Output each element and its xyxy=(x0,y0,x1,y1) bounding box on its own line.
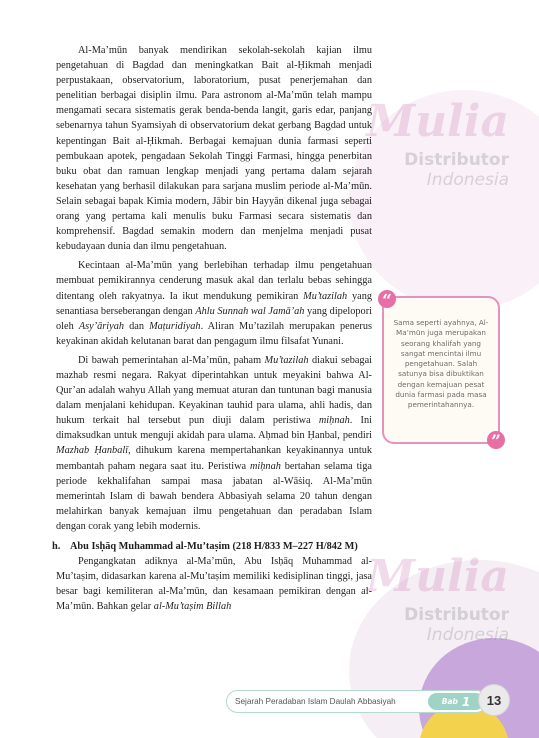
section-letter: h. xyxy=(52,541,61,552)
watermark-line2: Indonesia xyxy=(426,625,509,645)
footer-bar xyxy=(226,690,488,713)
watermark-line2: Indonesia xyxy=(426,170,509,190)
paragraph-al-mamun-science: Al-Ma’mūn banyak mendirikan sekolah-sekolah kajian ilmu pengetahuan di Bagdad dan meningkatkan Bait al-Ḥikmah menjadi perpustakaan, observatorium, laboratorium, pusat penerjemahan dan penelitian berbagai disiplin ilmu. Para astronom al-Ma’mūn telah mampu mengamati secara sistematis gerak benda-benda langit, garis edar, panjang sebenarnya tahun Syamsiyah di observatorium dekat gerbang Bagdad untuk kepentingan Bait al-Ḥikmah. Berbagai kemajuan dunia farmasi seperti pembukaan apotek, pengadaan Sekolah Tinggi Farmasi, hingga penerbitan buku obat dan ramuan lengkap menjadi yang pertama dalam sejarah kesehatan yang berhasil dilakukan para sarjana muslim periode al-Ma’mūn. Selain sebagai bapak Kimia modern, Jābir bin Hayyān dikenal juga sebagai orang yang pertama kali menulis buku Farmasi secara sistematis dan komprehensif. Bagdad semakin modern dan menjelma menjadi pusat kebudayaan dunia dan ilmu pengetahuan. xyxy=(56,45,372,253)
quote-box xyxy=(382,291,501,452)
section-title: Abu Isḥāq Muhammad al-Mu’taṣim (218 H/833 M–227 H/842 M) xyxy=(70,541,358,552)
open-quote-icon: “ xyxy=(378,290,396,308)
watermark-brand: Mulia xyxy=(366,551,509,602)
watermark-line1: Distributor xyxy=(404,150,509,170)
paragraph-mihnah: Di bawah pemerintahan al-Ma’mūn, paham Mu’tazilah diakui sebagai mazhab resmi negara. Rakyat diperintahkan untuk meyakini bahwa Al-Qur’an adalah wahyu Allah yang memuat aturan dan tuntunan bagi manusia dalam menjalani kehidupan. Keyakinan tauhid para ulama, ahli hadis, dan hukum terkait hal tersebut pun diuji dalam peristiwa miḥnah. Ini dimaksudkan untuk menguji akidah para ulama. Aḥmad bin Ḥanbal, pendiri Mazhab Ḥanbalī, dihukum karena mempertahankan keyakinannya untuk membantah paham negara saat itu. Peristiwa miḥnah bertahan selama tiga periode kekhalifahan sampai masa jabatan al-Wāṡiq. Al-Ma’mūn memerintah Islam di bawah bendera Abbasiyah selama 20 tahun dengan melahirkan banyak kemajuan ilmu pengetahuan dan peradaban Islam dengan corak yang lebih modernis. xyxy=(56,354,373,532)
paragraph-mutazilah-support: Kecintaan al-Ma’mūn yang berlebihan terhadap ilmu pengetahuan membuat pemikirannya cenderung masuk akal dan terlalu bebas sehingga ditentang oleh rakyatnya. Ia ikut mendukung pemikiran Mu’tazilah yang senantiasa berseberangan dengan Ahlu Sunnah wal Jamā’ah yang dipelopori oleh Asy’āriyah dan Maṭuridiyah. Aliran Mu’tazilah merupakan penerus keyakinan akidah kelutanan barat dan pengagum ilmu filsafat Yunani. xyxy=(56,260,372,347)
footer-book-title: Sejarah Peradaban Islam Daulah Abbasiyah xyxy=(235,697,396,706)
chapter-badge xyxy=(428,693,484,710)
chapter-number: 1 xyxy=(461,694,471,709)
watermark-line1: Distributor xyxy=(404,605,509,625)
page-number-badge xyxy=(478,684,510,716)
page-number: 13 xyxy=(486,692,502,708)
paragraph-al-mutasim: Pengangkatan adiknya al-Ma’mūn, Abu Isḥāq Muhammad al-Mu’taṣim, didasarkan karena al-Mu’taṣim memiliki kedisiplinan tinggi, jasa besar bagi kemiliteran al-Ma’mūn, dan kesamaan pemikiran dengan al-Ma’mūn. Bahkan gelar al-Mu’taṣim Billah xyxy=(56,556,372,613)
background-blob-top xyxy=(349,90,539,310)
quote-text: Sama seperti ayahnya, Al-Ma’mūn juga merupakan seorang khalifah yang sangat mencintai ilmu pengetahuan. Salah satunya bisa dibuktikan dengan kemajuan pesat dunia farmasi pada masa pemerintahannya. xyxy=(393,318,489,410)
close-quote-icon: ” xyxy=(487,431,505,449)
section-heading xyxy=(52,539,372,554)
chapter-label: Bab xyxy=(441,697,458,706)
watermark-brand: Mulia xyxy=(366,96,509,147)
body-text-column xyxy=(52,43,373,614)
